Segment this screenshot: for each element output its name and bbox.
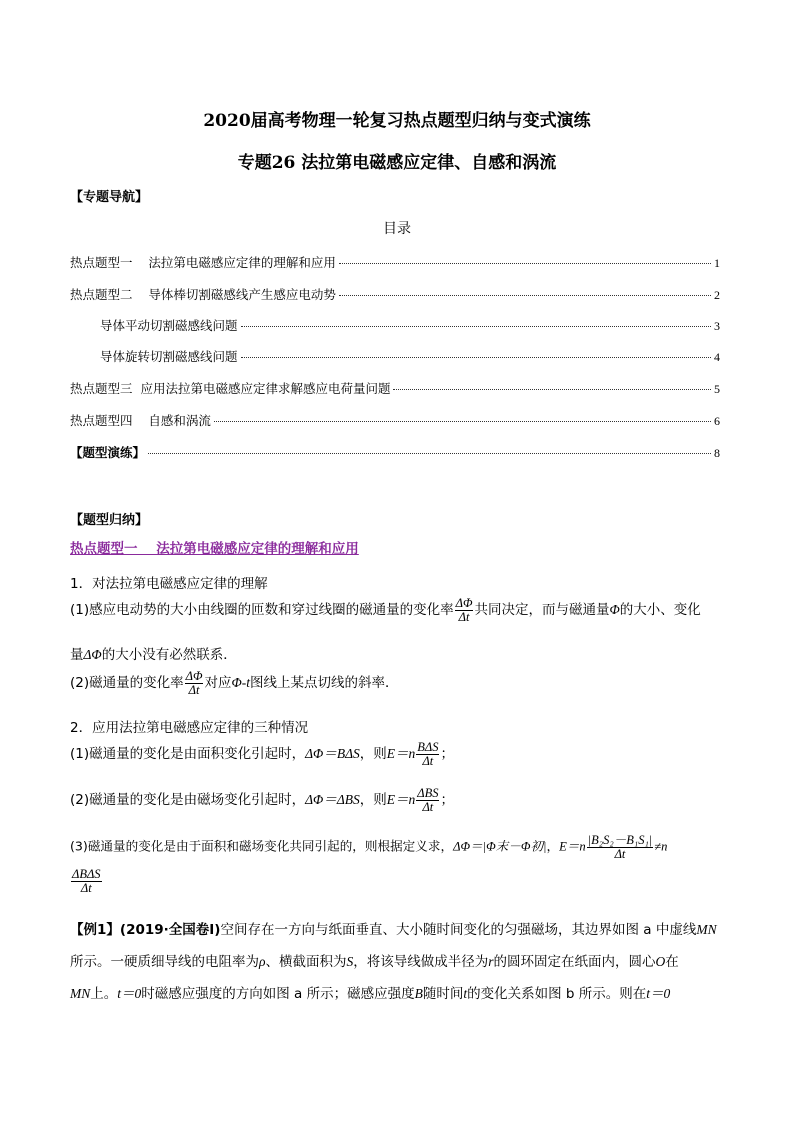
paragraph-7-cont xyxy=(70,868,103,894)
math-expression: ΔΦ＝ΔBS xyxy=(305,792,360,807)
math-symbol: ρ xyxy=(259,954,266,969)
toc-row[interactable] xyxy=(70,411,720,429)
example-1-line-3 xyxy=(70,982,670,1002)
text: 的大小没有必然联系． xyxy=(101,647,237,663)
toc-row-page: 4 xyxy=(714,350,720,364)
toc-row-label: 【题型演练】 xyxy=(70,445,146,460)
text: 上。 xyxy=(90,986,118,1002)
text: ，则 xyxy=(359,746,387,762)
toc-row-label: 热点题型三 应用法拉第电磁感应定律求解感应电荷量问题 xyxy=(70,381,391,396)
toc-row-label: 热点题型二 导体棒切割磁感线产生感应电动势 xyxy=(70,287,336,302)
example-1-line-1 xyxy=(70,918,717,938)
toc-row-page: 1 xyxy=(714,256,720,270)
paragraph-6 xyxy=(70,787,454,813)
fraction-numerator: ΔBΔS xyxy=(72,867,101,881)
toc-row[interactable] xyxy=(70,285,720,303)
text: 空间存在一方向与纸面垂直、大小随时间变化的匀强磁场，其边界如图 a 中虚线 xyxy=(220,922,697,938)
math-expression: ΔΦ＝|Φ末－Φ初| xyxy=(453,839,547,854)
semicolon: ； xyxy=(440,746,454,762)
text: (1)感应电动势的大小由线圈的匝数和穿过线圈的磁通量的变化率 xyxy=(70,602,454,618)
toc-row[interactable] xyxy=(70,379,720,397)
text: 的变化关系如图 b 所示。则在 xyxy=(467,986,647,1002)
text: 的大小、变化 xyxy=(619,602,701,618)
semicolon: ； xyxy=(440,792,454,808)
paragraph-1: 1．对法拉第电磁感应定律的理解 xyxy=(70,576,268,592)
topic-navigation-label: 【专题导航】 xyxy=(70,190,149,205)
toc-row-label: 热点题型一 法拉第电磁感应定律的理解和应用 xyxy=(70,255,336,270)
fraction xyxy=(185,670,204,696)
toc-leader-dots xyxy=(214,420,711,422)
toc-row-page: 6 xyxy=(714,414,720,428)
paragraph-3 xyxy=(70,670,399,696)
text: 时磁感应强度的方向如图 a 所示；磁感应强度 xyxy=(141,986,415,1002)
toc-leader-dots xyxy=(241,325,711,327)
fraction-numerator: BΔS xyxy=(417,740,439,754)
fraction xyxy=(416,787,439,813)
fraction-numerator: ΔΦ xyxy=(455,596,473,610)
text: (2)磁通量的变化是由磁场变化引起时， xyxy=(70,792,306,808)
math-symbol: t xyxy=(463,986,468,1001)
toc-leader-dots xyxy=(241,356,711,358)
text: 、横截面积为 xyxy=(265,954,347,970)
math-expression: ΔΦ＝BΔS xyxy=(305,746,360,761)
math-symbol: MN xyxy=(70,986,91,1001)
topic-induction-label: 【题型归纳】 xyxy=(70,513,149,528)
text: 在 xyxy=(665,954,679,970)
math-expression: E＝n xyxy=(386,746,416,761)
section-title-link[interactable]: 热点题型一 法拉第电磁感应定律的理解和应用 xyxy=(70,541,359,557)
text: 的圆环固定在纸面内，圆心 xyxy=(493,954,656,970)
math-symbol: B xyxy=(414,986,423,1001)
toc-row-page: 5 xyxy=(714,382,720,396)
paragraph-2-cont xyxy=(70,643,237,663)
fraction xyxy=(587,834,654,860)
text: 所示。一硬质细导线的电阻率为 xyxy=(70,954,259,970)
text: (3)磁通量的变化是由于面积和磁场变化共同引起的，则根据定义求， xyxy=(70,838,454,854)
text: ，将该导线做成半径为 xyxy=(353,954,489,970)
toc-row[interactable] xyxy=(100,316,720,334)
text: 共同决定，而与磁通量 xyxy=(474,602,610,618)
math-expression: E＝n xyxy=(386,792,416,807)
fraction xyxy=(416,741,439,767)
text: 图线上某点切线的斜率． xyxy=(250,675,399,691)
toc-row-page: 8 xyxy=(714,446,720,460)
toc-row[interactable] xyxy=(100,347,720,365)
paragraph-7 xyxy=(70,834,667,860)
toc-heading: 目录 xyxy=(383,221,411,237)
toc-leader-dots xyxy=(148,452,711,454)
fraction-denominator: Δt xyxy=(188,682,200,697)
fraction-denominator: Δt xyxy=(422,799,434,814)
math-expression: ≠n xyxy=(654,839,668,854)
paragraph-5 xyxy=(70,741,454,767)
fraction xyxy=(455,597,474,623)
fraction-numerator: ΔΦ xyxy=(185,669,203,683)
toc-row-page: 3 xyxy=(714,319,720,333)
math-symbol: ΔΦ xyxy=(83,647,102,662)
math-expression: t＝0 xyxy=(117,986,142,1001)
math-symbol: Φ xyxy=(609,602,620,617)
fraction xyxy=(71,868,102,894)
toc-row-label: 热点题型四 自感和涡流 xyxy=(70,413,211,428)
math-symbol: S xyxy=(346,954,354,969)
example-label: 【例1】(2019·全国卷Ⅰ) xyxy=(70,922,221,938)
toc-leader-dots xyxy=(339,294,711,296)
text: ，则 xyxy=(359,792,387,808)
toc-row-label: 导体平动切割磁感线问题 xyxy=(100,318,238,333)
fraction-denominator: Δt xyxy=(458,609,470,624)
toc-row-page: 2 xyxy=(714,288,720,302)
math-symbol: O xyxy=(655,954,666,969)
math-expression: E＝n xyxy=(559,839,586,854)
text: (1)磁通量的变化是由面积变化引起时， xyxy=(70,746,306,762)
paragraph-2 xyxy=(70,597,701,623)
math-expression: t＝0 xyxy=(646,986,671,1001)
text: 随时间 xyxy=(422,986,464,1002)
toc-row-label: 导体旋转切割磁感线问题 xyxy=(100,349,238,364)
fraction-denominator: Δt xyxy=(422,753,434,768)
text: 量 xyxy=(70,647,84,663)
fraction-numerator: ΔBS xyxy=(417,786,439,800)
text: 对应 xyxy=(204,675,232,691)
toc-leader-dots xyxy=(339,262,711,264)
toc-row[interactable] xyxy=(70,443,720,461)
document-title: 2020届高考物理一轮复习热点题型归纳与变式演练 xyxy=(203,111,591,131)
toc-leader-dots xyxy=(393,388,711,390)
document-subtitle: 专题26 法拉第电磁感应定律、自感和涡流 xyxy=(237,153,557,173)
toc-row[interactable] xyxy=(70,253,720,271)
math-symbol: Φ-t xyxy=(231,675,251,690)
example-1-line-2 xyxy=(70,950,679,970)
fraction-denominator: Δt xyxy=(614,846,626,861)
text: ， xyxy=(546,838,560,854)
fraction-denominator: Δt xyxy=(80,880,92,895)
text: (2)磁通量的变化率 xyxy=(70,675,184,691)
paragraph-4: 2．应用法拉第电磁感应定律的三种情况 xyxy=(70,720,309,736)
fraction-numerator: |B₂S₂－B₁S₁| xyxy=(587,833,653,847)
math-symbol: MN xyxy=(696,922,717,937)
math-symbol: r xyxy=(488,954,494,969)
